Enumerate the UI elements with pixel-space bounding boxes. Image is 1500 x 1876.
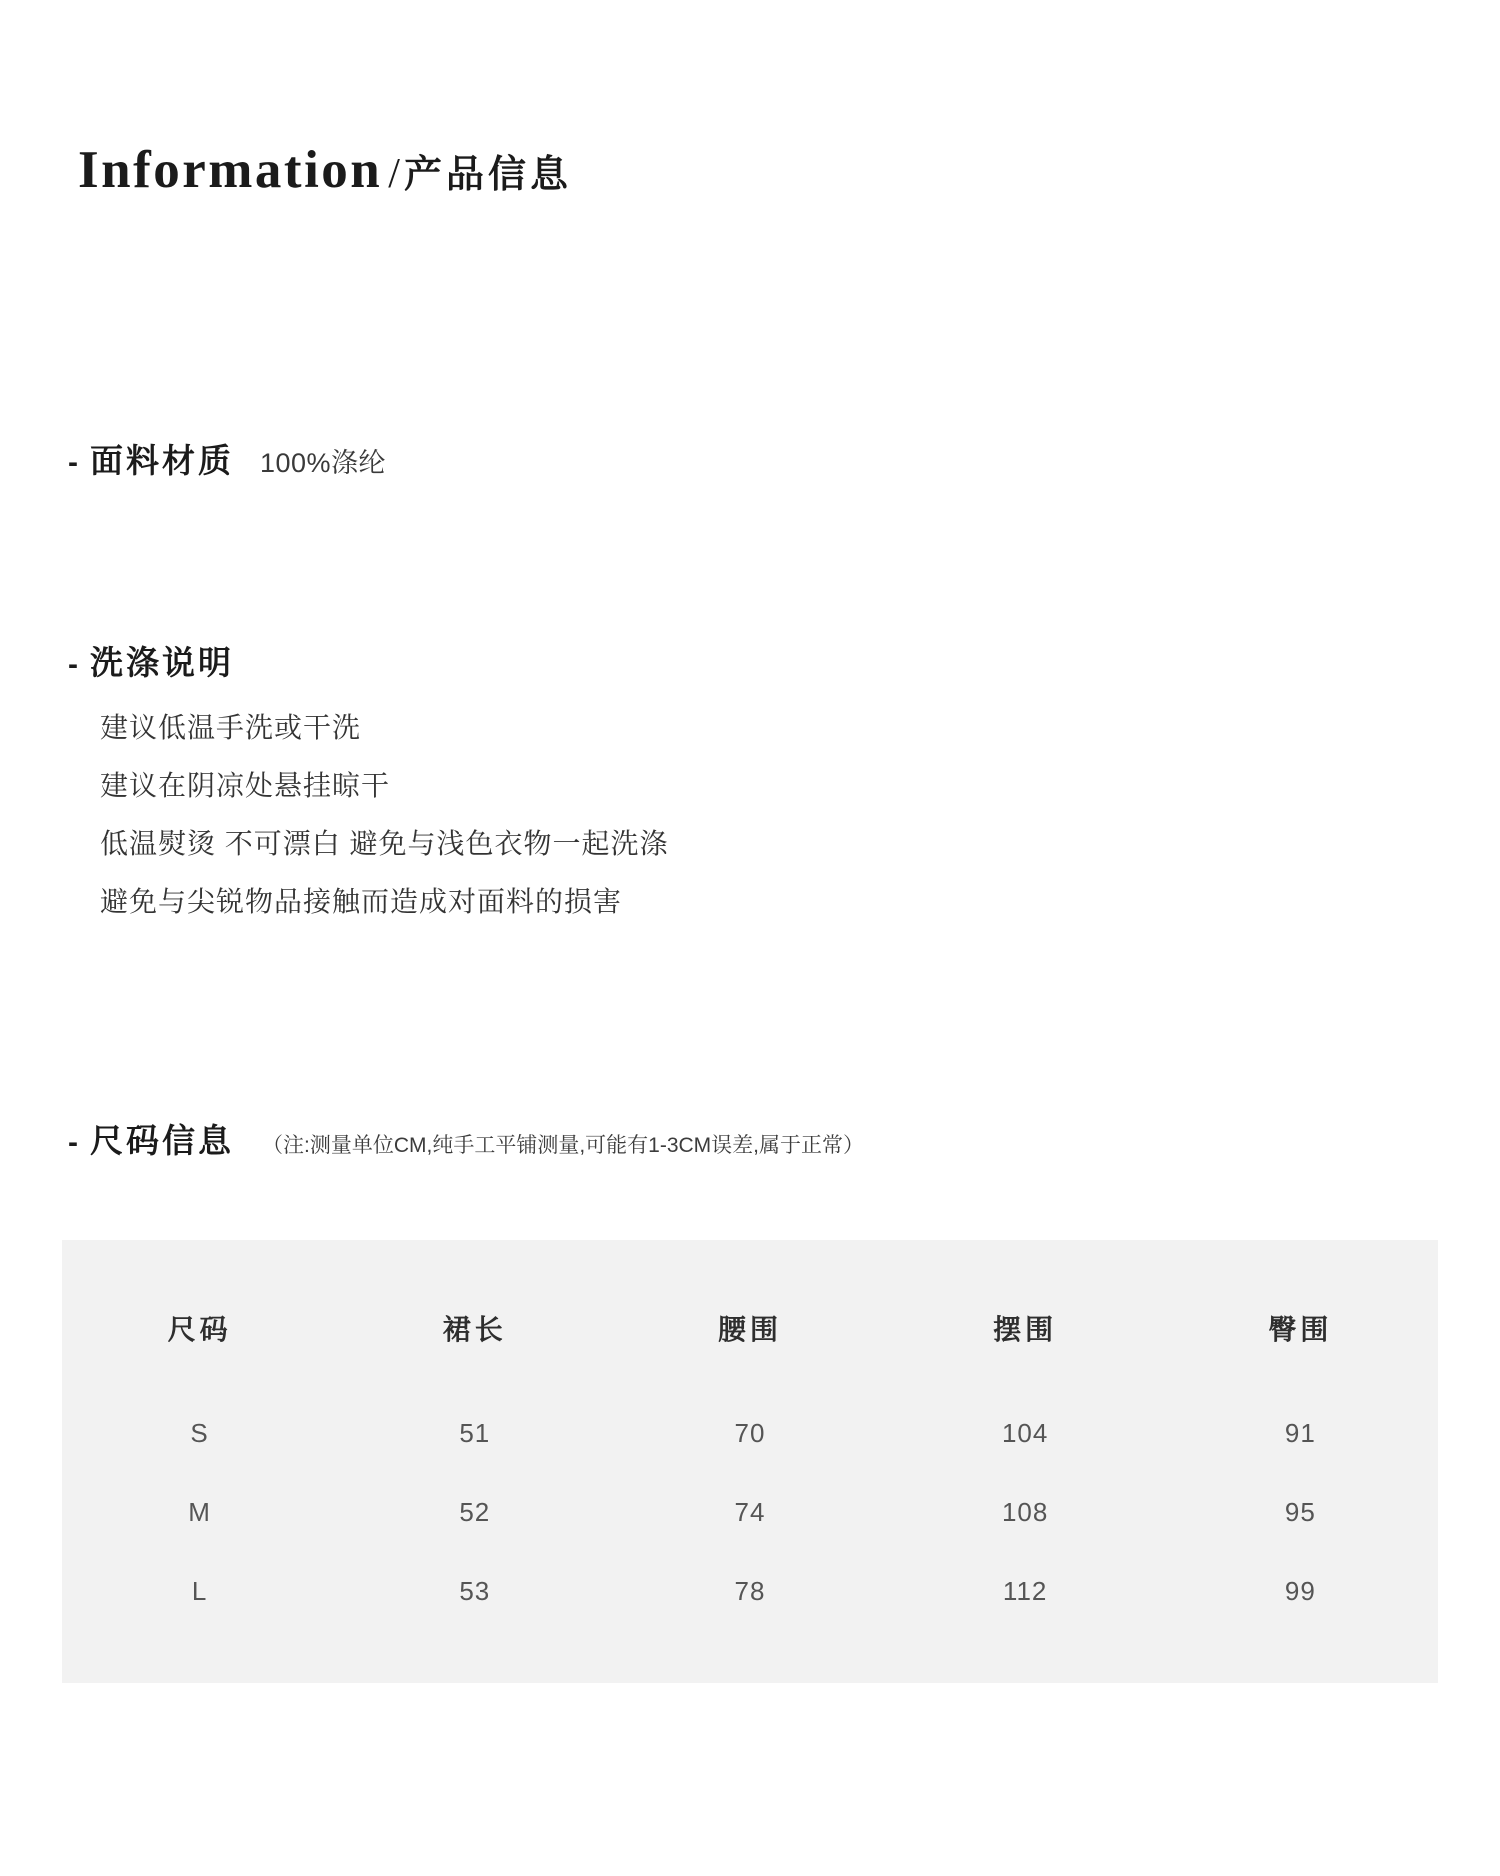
cell-skirt-length: 52: [459, 1497, 491, 1527]
column-header-hem: 摆围: [993, 1314, 1058, 1345]
list-item: 避免与尖锐物品接触而造成对面料的损害: [100, 886, 623, 917]
section-fabric-label: 面料材质: [90, 442, 234, 479]
section-size-heading: [68, 1115, 864, 1162]
list-item: 建议在阴凉处悬挂晾干: [100, 770, 391, 801]
section-wash-heading: [68, 637, 669, 684]
cell-skirt-length: 53: [459, 1576, 491, 1606]
cell-size: L: [191, 1576, 208, 1606]
section-fabric-value: 100%涤纶: [260, 448, 387, 478]
column-header-hip: 臀围: [1268, 1314, 1333, 1345]
section-wash: [68, 637, 669, 946]
cell-hem: 112: [1002, 1576, 1048, 1606]
cell-hem: 104: [1001, 1418, 1049, 1448]
page-title-english: Information: [78, 141, 383, 199]
cell-hem: 108: [1001, 1497, 1049, 1527]
section-size: [68, 1115, 864, 1162]
cell-waist: 78: [734, 1576, 766, 1606]
bullet-dash-icon: -: [68, 1126, 78, 1159]
cell-skirt-length: 51: [459, 1418, 491, 1448]
size-table: [62, 1286, 1438, 1631]
column-header-waist: 腰围: [717, 1314, 782, 1345]
section-fabric: [68, 435, 386, 482]
section-wash-label: 洗涤说明: [90, 644, 234, 681]
cell-waist: 70: [734, 1418, 766, 1448]
bullet-dash-icon: -: [68, 648, 78, 681]
wash-instruction-list: [100, 714, 669, 916]
page-title: [78, 140, 572, 200]
cell-hip: 99: [1284, 1576, 1316, 1606]
bullet-dash-icon: -: [68, 446, 78, 479]
column-header-size: 尺码: [167, 1314, 232, 1345]
section-size-label: 尺码信息: [90, 1122, 234, 1159]
table-row: [62, 1473, 1438, 1552]
list-item: 建议低温手洗或干洗: [100, 712, 362, 743]
section-fabric-heading: [68, 435, 386, 482]
table-row: [62, 1552, 1438, 1631]
section-size-note: （注:测量单位CM,纯手工平铺测量,可能有1-3CM误差,属于正常）: [262, 1134, 865, 1157]
column-header-skirt-length: 裙长: [442, 1314, 507, 1345]
cell-size: S: [190, 1418, 209, 1448]
table-row: [62, 1394, 1438, 1473]
cell-size: M: [188, 1497, 211, 1527]
list-item: 低温熨烫 不可漂白 避免与浅色衣物一起洗涤: [100, 828, 669, 859]
cell-hip: 91: [1284, 1418, 1316, 1448]
size-table-container: [62, 1240, 1438, 1683]
page-title-chinese: 产品信息: [403, 154, 572, 196]
cell-hip: 95: [1284, 1497, 1316, 1527]
cell-waist: 74: [734, 1497, 766, 1527]
page-title-separator: /: [388, 151, 400, 197]
table-header-row: [62, 1286, 1438, 1394]
